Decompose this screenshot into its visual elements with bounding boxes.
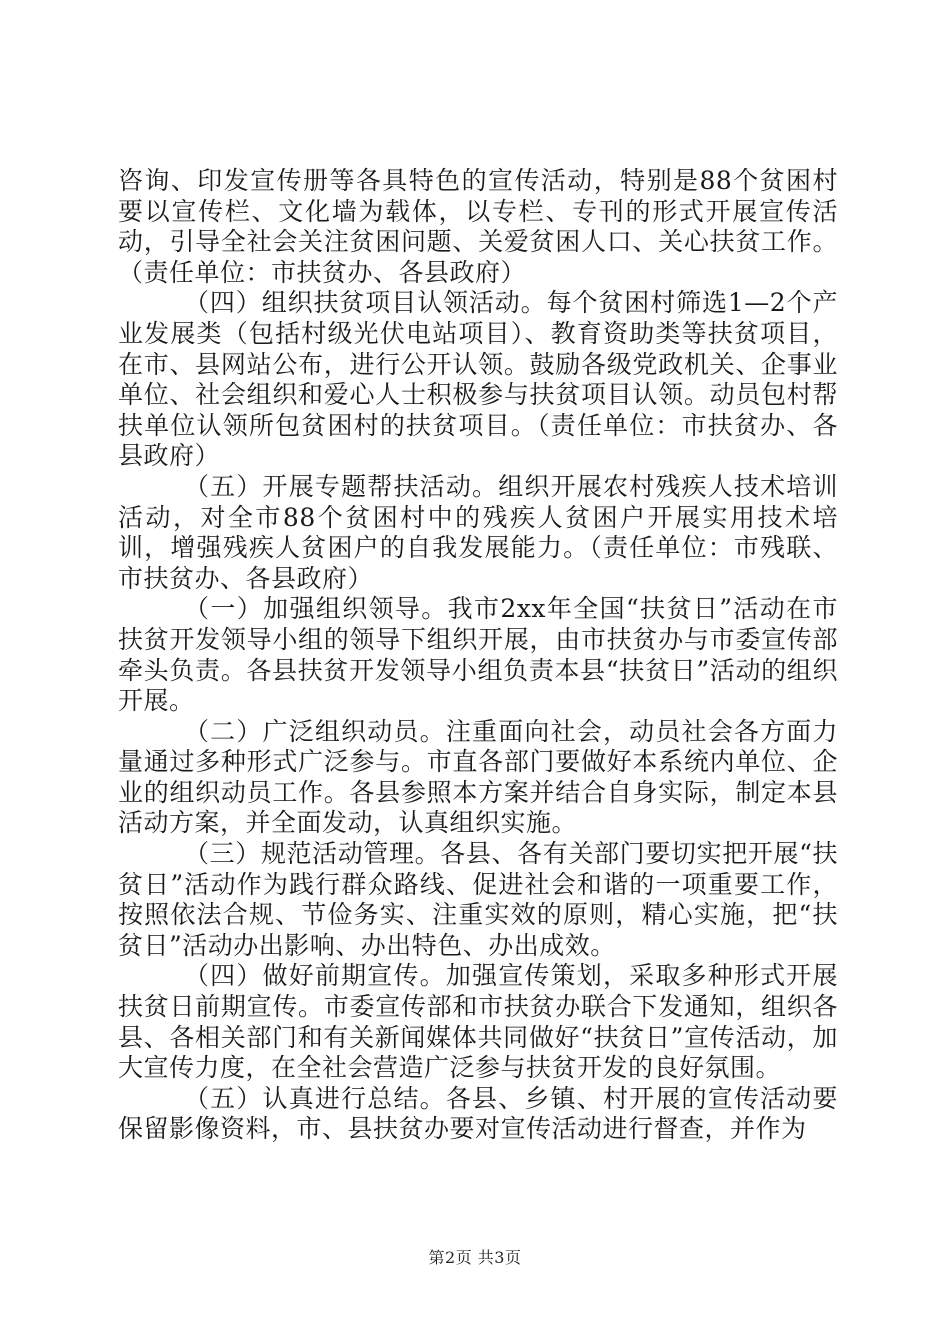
- page-number-footer: 第2页 共3页: [428, 1248, 522, 1267]
- paragraph-activity-management: （三）规范活动管理。各县、各有关部门要切实把开展“扶贫日”活动作为践行群众路线、促进社会和谐的一项重要工作，按照依法合规、节俭务实、注重实效的原则，精心实施，把“扶贫日”活动办出影响、办出特色、办出成效。: [118, 839, 838, 960]
- paragraph-special-assistance: （五）开展专题帮扶活动。组织开展农村残疾人技术培训活动，对全市88个贫困村中的残疾人贫困户开展实用技术培训，增强残疾人贫困户的自我发展能力。（责任单位：市残联、市扶贫办、各县政府）: [118, 471, 838, 593]
- paragraph-early-publicity: （四）做好前期宣传。加强宣传策划，采取多种形式开展扶贫日前期宣传。市委宣传部和市扶贫办联合下发通知，组织各县、各相关部门和有关新闻媒体共同做好“扶贫日”宣传活动，加大宣传力度，在全社会营造广泛参与扶贫开发的良好氛围。: [118, 961, 838, 1083]
- paragraph-summary: （五）认真进行总结。各县、乡镇、村开展的宣传活动要保留影像资料，市、县扶贫办要对宣传活动进行督查，并作为: [118, 1083, 838, 1144]
- paragraph-mobilization: （二）广泛组织动员。注重面向社会，动员社会各方面力量通过多种形式广泛参与。市直各部门要做好本系统内单位、企业的组织动员工作。各县参照本方案并结合自身实际，制定本县活动方案，并全面发动，认真组织实施。: [118, 716, 838, 838]
- paragraph-project-adoption: （四）组织扶贫项目认领活动。每个贫困村筛选1—2个产业发展类（包括村级光伏电站项目）、教育资助类等扶贫项目，在市、县网站公布，进行公开认领。鼓励各级党政机关、企事业单位、社会组织和爱心人士积极参与扶贫项目认领。动员包村帮扶单位认领所包贫困村的扶贫项目。（责任单位：市扶贫办、各县政府）: [118, 288, 838, 471]
- paragraph-continuation: 咨询、印发宣传册等各具特色的宣传活动，特别是88个贫困村要以宣传栏、文化墙为载体，以专栏、专刊的形式开展宣传活动，引导全社会关注贫困问题、关爱贫困人口、关心扶贫工作。（责任单位：市扶贫办、各县政府）: [118, 166, 838, 287]
- document-body: [118, 166, 838, 1145]
- paragraph-organization-leadership: （一）加强组织领导。我市2xx年全国“扶贫日”活动在市扶贫开发领导小组的领导下组织开展，由市扶贫办与市委宣传部牵头负责。各县扶贫开发领导小组负责本县“扶贫日”活动的组织开展。: [118, 594, 838, 716]
